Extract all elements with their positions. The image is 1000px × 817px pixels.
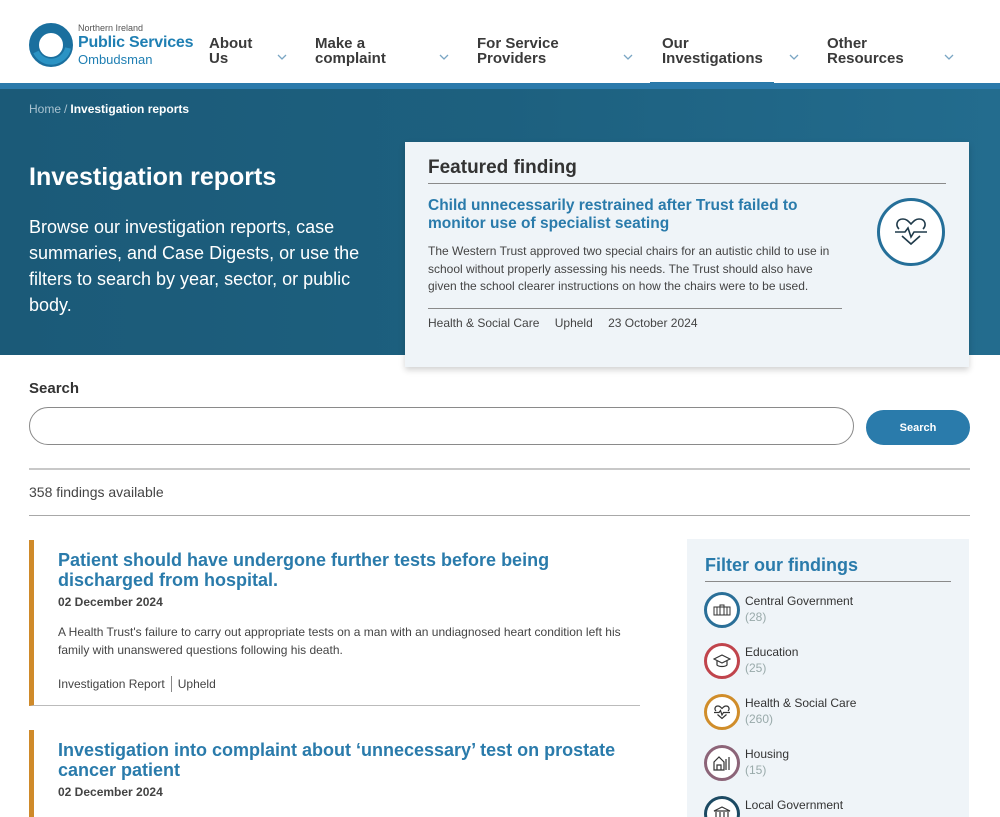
filter-housing[interactable] [704, 745, 954, 785]
search-button[interactable]: Search [866, 410, 970, 445]
heart-pulse-icon [877, 198, 945, 266]
filter-count: (25) [745, 661, 767, 675]
breadcrumb-home[interactable]: Home [29, 102, 62, 116]
nav-make-a-complaint[interactable] [315, 36, 395, 83]
divider [428, 308, 842, 309]
logo-main-text: Public Services [78, 34, 194, 51]
filter-label: Health & Social Care [745, 696, 857, 710]
breadcrumb-current: Investigation reports [70, 102, 190, 116]
logo-small-text: Northern Ireland [78, 23, 144, 33]
finding-outcome: Upheld [177, 677, 216, 691]
chevron-down-icon [623, 50, 633, 60]
filter-label: Education [745, 645, 799, 659]
filter-education[interactable] [704, 643, 954, 683]
site-header [0, 0, 1000, 83]
filter-count: (15) [745, 763, 767, 777]
featured-description: The Western Trust approved two special chairs for an autistic child to use in school without properly assessing his needs. The Trust should also have given the school clearer instructions on how the chairs were to be used. [428, 244, 830, 293]
logo-ring-icon [28, 22, 74, 68]
breadcrumb-separator: / [64, 102, 68, 116]
finding-card [29, 730, 640, 817]
nav-label: About Us [209, 35, 253, 67]
page-title: Investigation reports [29, 163, 277, 191]
town-hall-icon [704, 796, 740, 817]
featured-outcome: Upheld [554, 316, 593, 330]
search-label: Search [29, 380, 80, 397]
filter-panel [687, 539, 969, 817]
chevron-down-icon [944, 50, 954, 60]
filter-heading: Filter our findings [705, 555, 951, 582]
filter-label: Housing [745, 747, 790, 761]
chevron-down-icon [277, 50, 287, 60]
filter-health-social-care[interactable] [704, 694, 954, 734]
featured-sector: Health & Social Care [428, 316, 540, 330]
nav-for-service-providers[interactable] [477, 36, 567, 83]
filter-count: (260) [745, 712, 774, 726]
filter-count: (28) [745, 610, 767, 624]
filter-label: Central Government [745, 594, 854, 608]
nav-our-investigations[interactable] [662, 36, 762, 83]
chevron-down-icon [789, 50, 799, 60]
house-icon [704, 745, 740, 781]
page-description: Browse our investigation reports, case summaries, and Case Digests, or use the filters to search by year, sector, or public body. [29, 217, 360, 315]
heart-pulse-icon [704, 694, 740, 730]
featured-heading: Featured finding [428, 157, 946, 184]
finding-date: 02 December 2024 [58, 785, 163, 799]
nav-label: Other Resources [827, 35, 904, 67]
featured-date: 23 October 2024 [608, 316, 698, 330]
finding-description: A Health Trust's failure to carry out appropriate tests on a man with an undiagnosed heart condition left his family with unanswered questions following his death. [58, 625, 621, 657]
finding-type: Investigation Report [58, 677, 165, 691]
finding-title-link[interactable]: Investigation into complaint about ‘unnecessary’ test on prostate cancer patient [58, 740, 616, 780]
filter-central-government[interactable] [704, 592, 954, 632]
results-count: 358 findings available [29, 484, 164, 500]
nav-other-resources[interactable] [827, 36, 907, 83]
nav-about-us[interactable] [209, 36, 269, 83]
government-building-icon [704, 592, 740, 628]
logo-sub-text: Ombudsman [78, 52, 153, 67]
featured-title-link[interactable]: Child unnecessarily restrained after Trust failed to monitor use of specialist seating [428, 197, 798, 232]
finding-title-link[interactable]: Patient should have undergone further tests before being discharged from hospital. [58, 550, 550, 590]
filter-local-government[interactable] [704, 796, 954, 817]
site-logo[interactable] [28, 22, 193, 68]
divider [29, 515, 970, 516]
featured-meta [428, 316, 710, 330]
finding-date: 02 December 2024 [58, 595, 163, 609]
nav-label: For Service Providers [477, 35, 559, 67]
featured-finding-card [405, 142, 969, 367]
finding-meta [58, 676, 216, 692]
graduation-cap-icon [704, 643, 740, 679]
nav-label: Our Investigations [662, 35, 763, 67]
divider [29, 468, 970, 470]
chevron-down-icon [439, 50, 449, 60]
meta-divider [171, 676, 172, 692]
search-input[interactable] [29, 407, 854, 445]
finding-card [29, 540, 640, 706]
filter-label: Local Government [745, 798, 844, 812]
breadcrumb [29, 102, 189, 116]
nav-label: Make a complaint [315, 35, 386, 67]
